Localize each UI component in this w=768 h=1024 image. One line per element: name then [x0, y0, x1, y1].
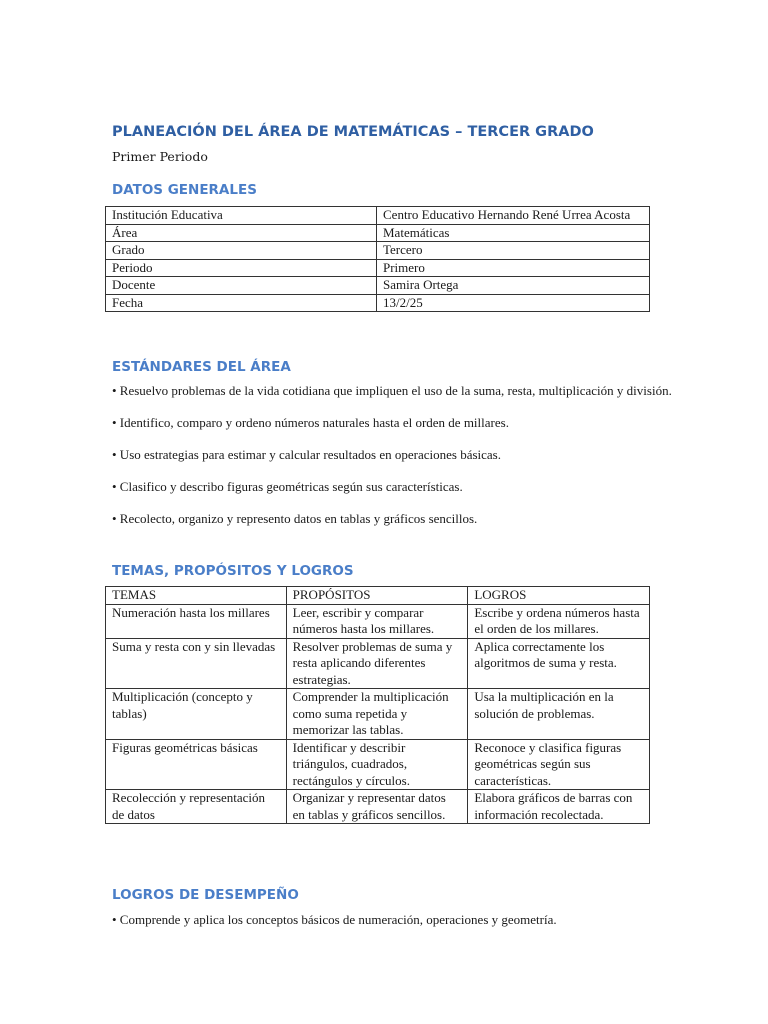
- table-row: [106, 207, 650, 225]
- table-cell-key: Periodo: [106, 259, 377, 277]
- table-cell-key: Institución Educativa: [106, 207, 377, 225]
- table-row: [106, 224, 650, 242]
- list-item: • Identifico, comparo y ordeno números naturales hasta el orden de millares.: [112, 415, 509, 430]
- desempeno-list: [112, 910, 672, 942]
- table-cell-value: Tercero: [377, 242, 650, 260]
- table-cell-key: Docente: [106, 277, 377, 295]
- table-cell: Aplica correctamente los algoritmos de suma y resta.: [468, 638, 650, 689]
- table-row: [106, 790, 650, 824]
- table-cell: Leer, escribir y comparar números hasta los millares.: [286, 604, 468, 638]
- datos-generales-table: [105, 206, 650, 312]
- table-row: [106, 739, 650, 790]
- column-header-propositos: PROPÓSITOS: [286, 587, 468, 605]
- table-row: [106, 294, 650, 312]
- document-title: PLANEACIÓN DEL ÁREA DE MATEMÁTICAS – TERCER GRADO: [112, 124, 594, 140]
- estandares-heading: ESTÁNDARES DEL ÁREA: [112, 359, 291, 375]
- table-cell: Reconoce y clasifica figuras geométricas según sus características.: [468, 739, 650, 790]
- table-cell-key: Fecha: [106, 294, 377, 312]
- table-cell: Escribe y ordena números hasta el orden de los millares.: [468, 604, 650, 638]
- document-subtitle: Primer Periodo: [112, 149, 208, 164]
- table-cell: Recolección y representación de datos: [106, 790, 287, 824]
- table-row: [106, 638, 650, 689]
- list-item: • Recolecto, organizo y represento datos en tablas y gráficos sencillos.: [112, 511, 478, 526]
- list-item: • Uso estrategias para estimar y calcular resultados en operaciones básicas.: [112, 447, 501, 462]
- table-row: [106, 259, 650, 277]
- table-cell-value: Centro Educativo Hernando René Urrea Acosta: [377, 207, 650, 225]
- list-item: • Comprende y aplica los conceptos básicos de numeración, operaciones y geometría.: [112, 912, 557, 927]
- column-header-logros: LOGROS: [468, 587, 650, 605]
- datos-generales-heading: DATOS GENERALES: [112, 182, 257, 198]
- table-cell: Resolver problemas de suma y resta aplicando diferentes estrategias.: [286, 638, 468, 689]
- list-item: • Clasifico y describo figuras geométricas según sus características.: [112, 479, 463, 494]
- table-cell-value: Samira Ortega: [377, 277, 650, 295]
- temas-table: [105, 586, 650, 824]
- table-cell: Identificar y describir triángulos, cuadrados, rectángulos y círculos.: [286, 739, 468, 790]
- table-cell: Suma y resta con y sin llevadas: [106, 638, 287, 689]
- table-cell-value: Matemáticas: [377, 224, 650, 242]
- column-header-temas: TEMAS: [106, 587, 287, 605]
- temas-heading: TEMAS, PROPÓSITOS Y LOGROS: [112, 563, 354, 579]
- table-cell-key: Área: [106, 224, 377, 242]
- table-cell: Numeración hasta los millares: [106, 604, 287, 638]
- list-item: • Resuelvo problemas de la vida cotidiana que impliquen el uso de la suma, resta, multiplicación y división.: [112, 383, 672, 398]
- table-cell: Organizar y representar datos en tablas y gráficos sencillos.: [286, 790, 468, 824]
- table-cell: Multiplicación (concepto y tablas): [106, 689, 287, 740]
- table-cell-value: Primero: [377, 259, 650, 277]
- table-cell: Comprender la multiplicación como suma repetida y memorizar las tablas.: [286, 689, 468, 740]
- table-cell: Figuras geométricas básicas: [106, 739, 287, 790]
- table-cell: Usa la multiplicación en la solución de problemas.: [468, 689, 650, 740]
- table-header-row: [106, 587, 650, 605]
- estandares-list: [112, 381, 672, 541]
- table-row: [106, 689, 650, 740]
- table-cell-key: Grado: [106, 242, 377, 260]
- logros-desempeno-heading: LOGROS DE DESEMPEÑO: [112, 887, 299, 903]
- table-cell-value: 13/2/25: [377, 294, 650, 312]
- table-row: [106, 604, 650, 638]
- table-cell: Elabora gráficos de barras con información recolectada.: [468, 790, 650, 824]
- table-row: [106, 242, 650, 260]
- table-row: [106, 277, 650, 295]
